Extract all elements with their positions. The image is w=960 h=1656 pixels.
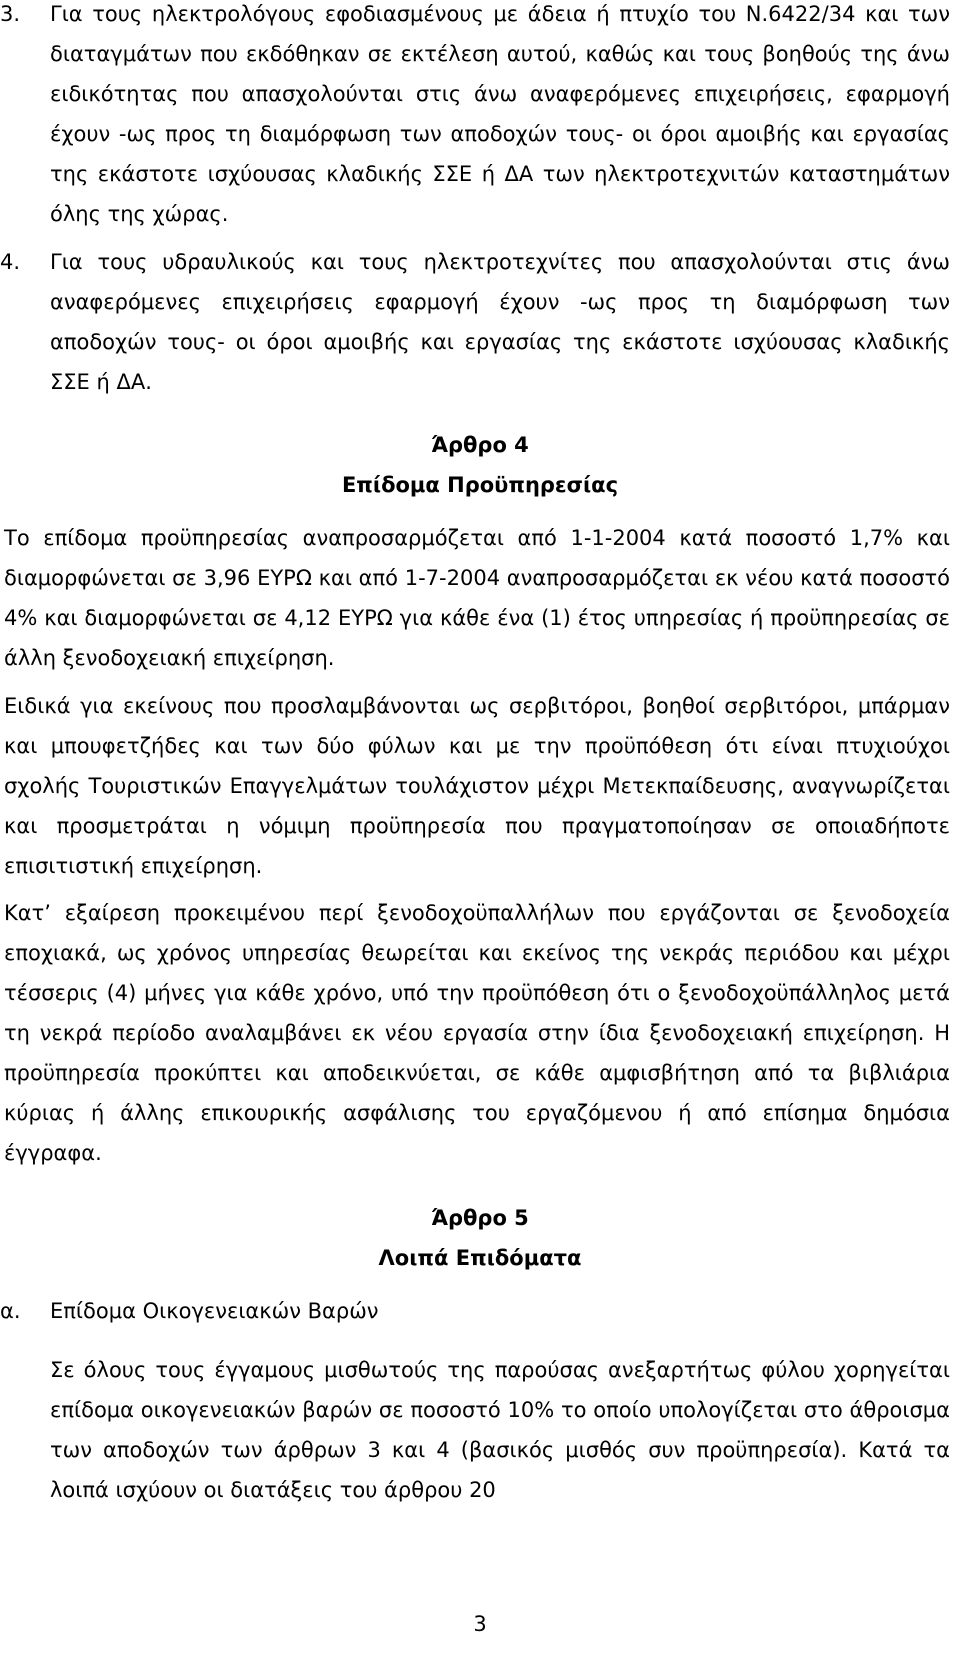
list-item-number: 3. bbox=[0, 2, 21, 26]
list-item-text: Για τους υδραυλικούς και τους ηλεκτροτεχνίτες που απασχολούνται στις άνω αναφερόμενες επιχειρήσεις εφαρμογή έχουν -ως προς τη διαμόρφωση των αποδοχών τους- οι όροι αμοιβής και εργασίας της εκάστοτε ισχύουσας κλαδικής ΣΣΕ ή ΔΑ. bbox=[50, 250, 950, 394]
article-4-title: Επίδομα Προϋπηρεσίας bbox=[341, 473, 619, 497]
list-item-a bbox=[0, 1291, 950, 1331]
article-5-paragraph: Σε όλους τους έγγαμους μισθωτούς της παρούσας ανεξαρτήτως φύλου χορηγείται επίδομα οικογενειακών βαρών σε ποσοστό 10% το οποίο υπολογίζεται στο άθροισμα των αποδοχών των άρθρων 3 και 4 (βασικός μισθός συν προϋπηρεσία). Κατά τα λοιπά ισχύουν οι διατάξεις του άρθρου 20 bbox=[50, 1358, 950, 1502]
article-4-paragraph-3: Κατ’ εξαίρεση προκειμένου περί ξενοδοχοϋπαλλήλων που εργάζονται σε ξενοδοχεία εποχιακά, ως χρόνος υπηρεσίας θεωρείται και εκείνος της νεκράς περιόδου και μέχρι τέσσερις (4) μήνες για κάθε χρόνο, υπό την προϋπόθεση ότι ο ξενοδοχοϋπάλληλος μετά τη νεκρά περίοδο αναλαμβάνει εκ νέου εργασία στην ίδια ξενοδοχειακή επιχείρηση. Η προϋπηρεσία προκύπτει και αποδεικνύεται, σε κάθε αμφισβήτηση από τα βιβλιάρια κύριας ή άλλης επικουρικής ασφάλισης του εργαζόμενου ή από επίσημα δημόσια έγγραφα. bbox=[4, 901, 950, 1165]
list-item-4 bbox=[0, 242, 950, 402]
page-number: 3 bbox=[473, 1612, 487, 1636]
article-4-paragraph-2: Ειδικά για εκείνους που προσλαμβάνονται ως σερβιτόροι, βοηθοί σερβιτόροι, μπάρμαν και μπουφετζήδες και των δύο φύλων και με την προϋπόθεση ότι είναι πτυχιούχοι σχολής Τουριστικών Επαγγελμάτων τουλάχιστον μέχρι Μετεκπαίδευσης, αναγνωρίζεται και προσμετράται η νόμιμη προϋπηρεσία που πραγματοποίησαν σε οποιαδήποτε επισιτιστική επιχείρηση. bbox=[4, 694, 950, 878]
article-4-paragraph-1: Το επίδομα προϋπηρεσίας αναπροσαρμόζεται από 1-1-2004 κατά ποσοστό 1,7% και διαμορφώνεται σε 3,96 ΕΥΡΩ και από 1-7-2004 αναπροσαρμόζεται εκ νέου κατά ποσοστό 4% και διαμορφώνεται σε 4,12 ΕΥΡΩ για κάθε ένα (1) έτος υπηρεσίας ή προϋπηρεσίας σε άλλη ξενοδοχειακή επιχείρηση. bbox=[4, 526, 950, 670]
list-item-number: 4. bbox=[0, 250, 21, 274]
list-item-number: α. bbox=[0, 1299, 21, 1323]
article-5-heading: Άρθρο 5 bbox=[431, 1206, 529, 1230]
list-item-text: Για τους ηλεκτρολόγους εφοδιασμένους με άδεια ή πτυχίο του Ν.6422/34 και των διαταγμάτων που εκδόθηκαν σε εκτέλεση αυτού, καθώς και τους βοηθούς της άνω ειδικότητας που απασχολούνται στις άνω αναφερόμενες επιχειρήσεις, εφαρμογή έχουν -ως προς τη διαμόρφωση των αποδοχών τους- οι όροι αμοιβής και εργασίας της εκάστοτε ισχύουσας κλαδικής ΣΣΕ ή ΔΑ των ηλεκτροτεχνιτών καταστημάτων όλης της χώρας. bbox=[50, 2, 950, 226]
article-4-heading: Άρθρο 4 bbox=[431, 433, 529, 457]
list-item-3 bbox=[0, 0, 950, 234]
list-item-label: Επίδομα Οικογενειακών Βαρών bbox=[50, 1299, 379, 1323]
article-5-title: Λοιπά Επιδόματα bbox=[378, 1246, 582, 1270]
